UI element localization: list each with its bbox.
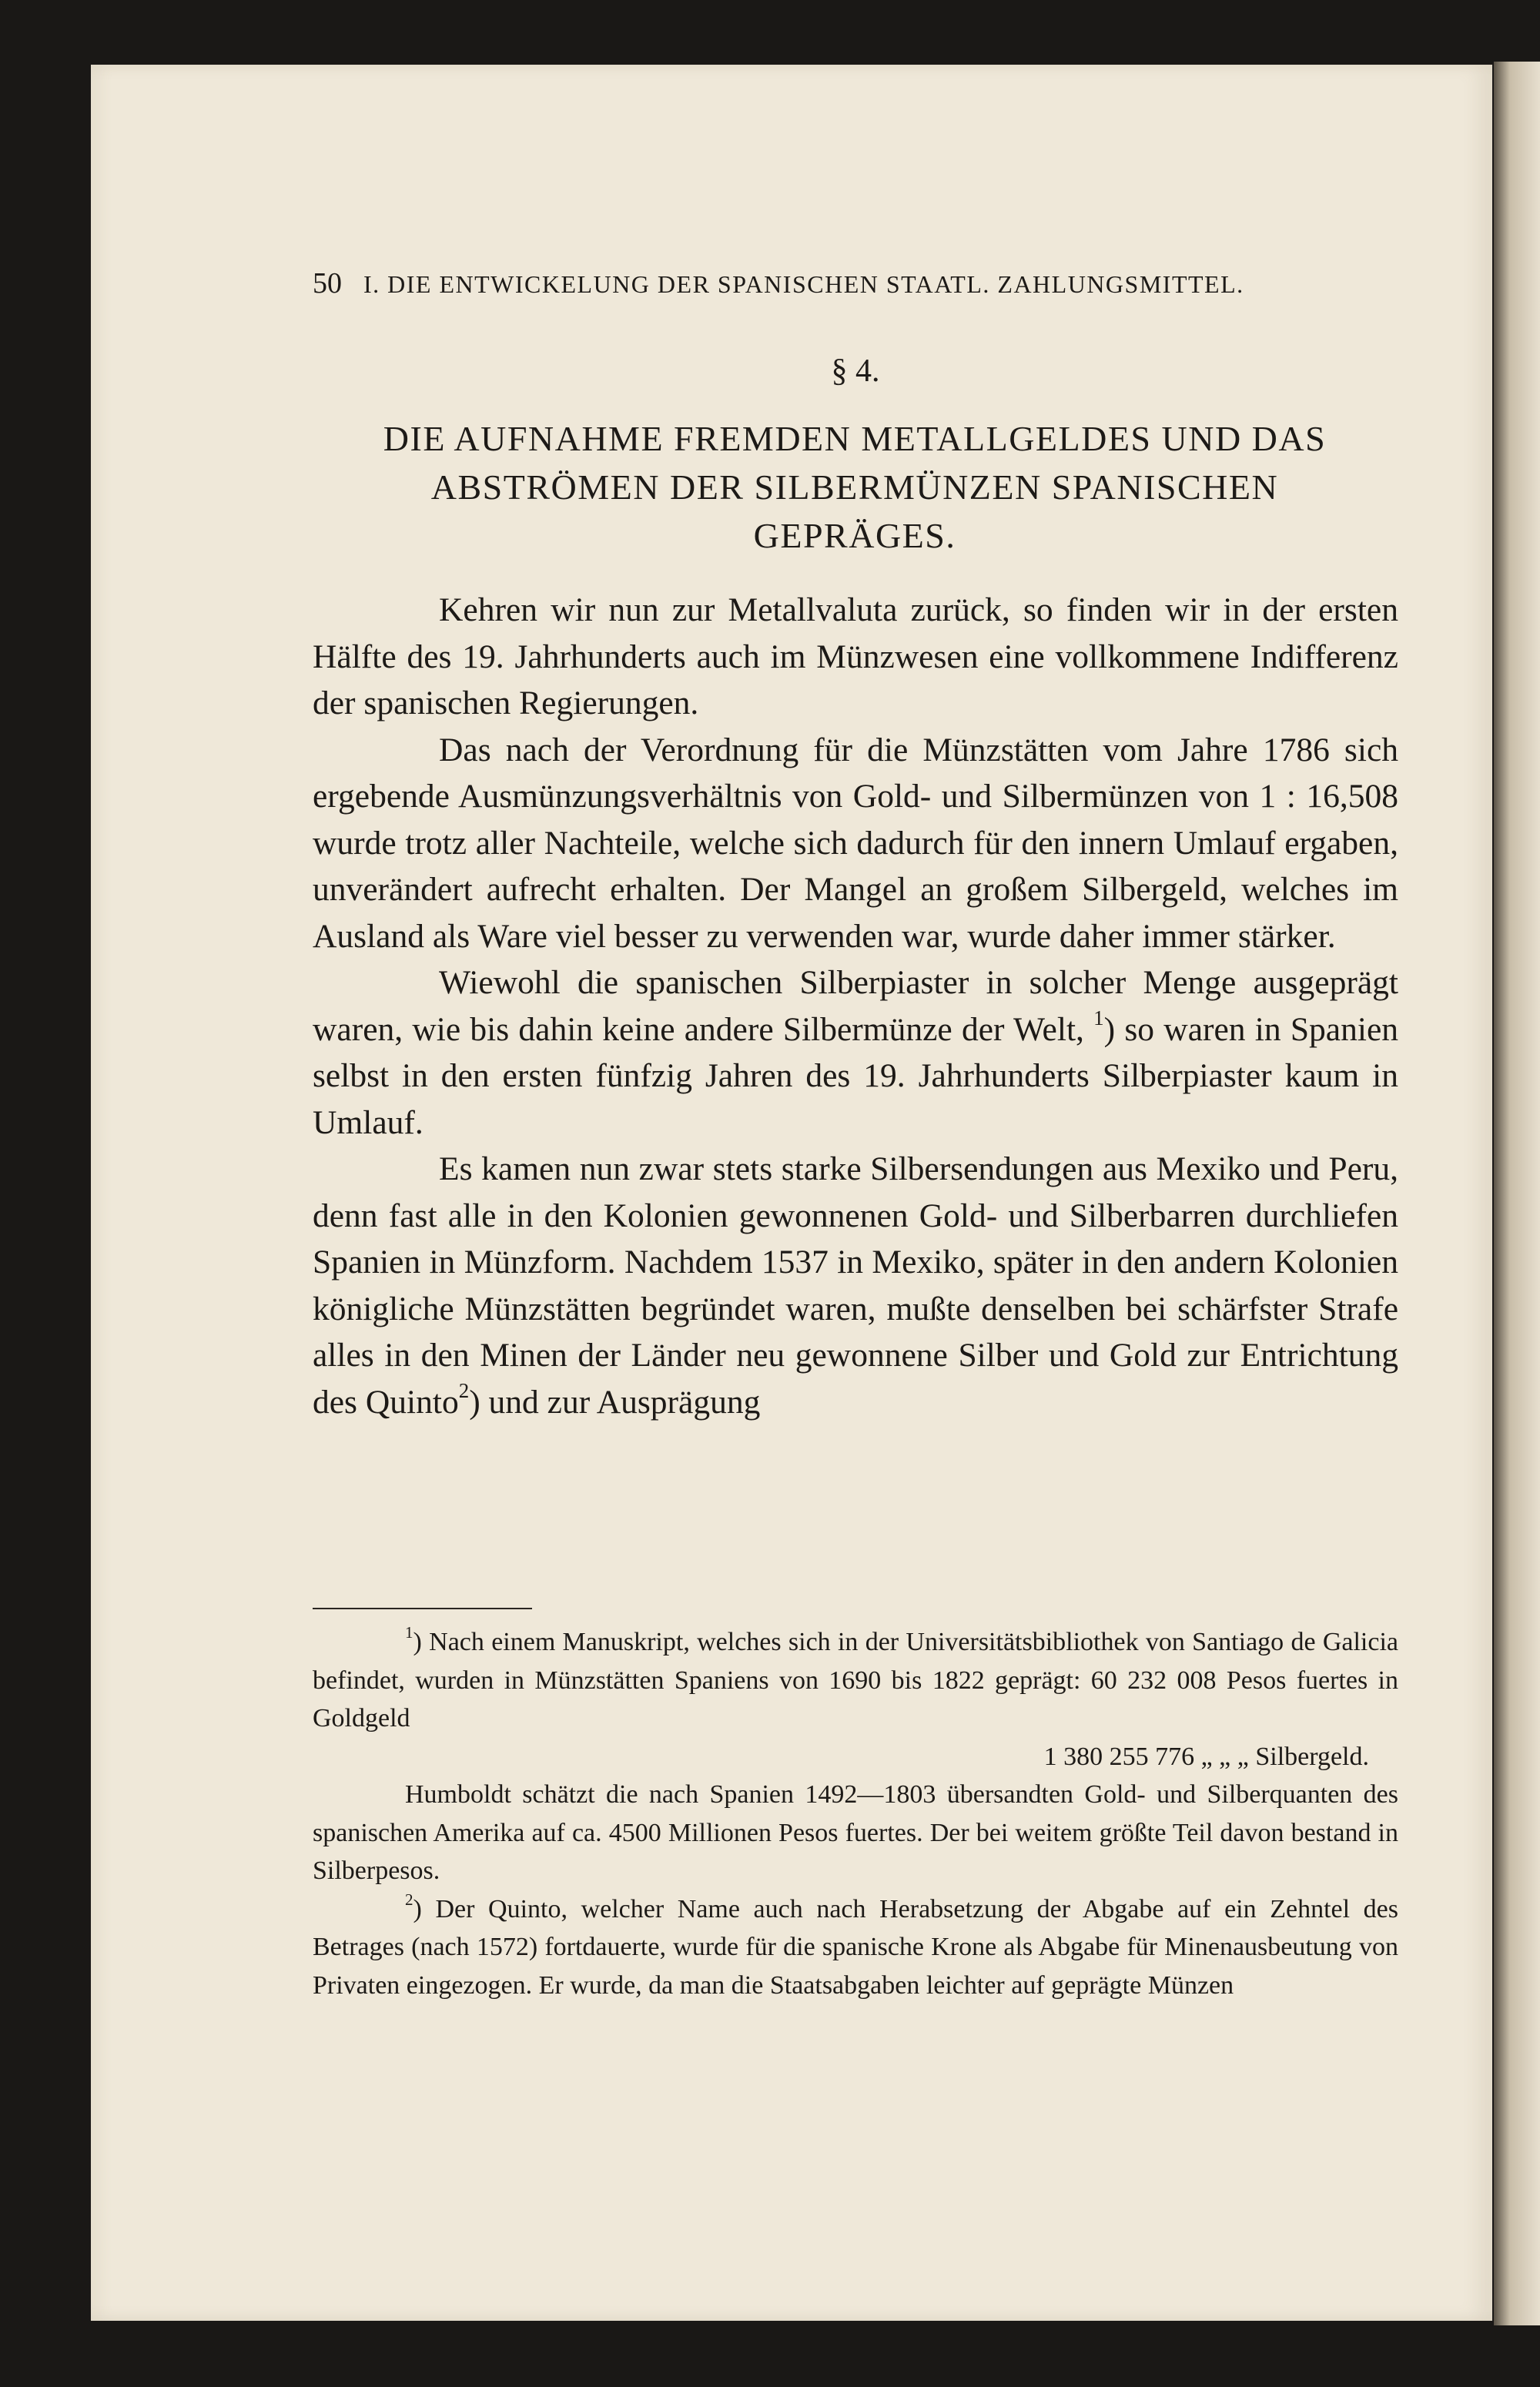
footnote-1-marker: 1	[405, 1623, 413, 1642]
footnote-ref-1[interactable]: 1	[1093, 1006, 1104, 1029]
section-title-line-1: DIE AUFNAHME FREMDEN METALLGELDES UND DAS	[383, 419, 1327, 458]
paragraph-3	[313, 959, 1398, 1146]
paragraph-4	[313, 1146, 1398, 1425]
running-head	[313, 266, 1398, 310]
paragraph-3-text-a: Wiewohl die spanischen Silberpiaster in solcher Menge ausgeprägt waren, wie bis dahin keine andere Silbermünze der Welt,	[313, 964, 1398, 1048]
footnote-ref-2[interactable]: 2	[458, 1378, 470, 1402]
paragraph-2: Das nach der Verordnung für die Münzstätten vom Jahre 1786 sich ergebende Ausmünzungsverhältnis von Gold- und Silbermünzen von 1 : 16,508 wurde trotz aller Nachteile, welche sich dadurch für den innern Umlauf ergaben, unverändert aufrecht erhalten. Der Mangel an großem Silbergeld, welches im Ausland als Ware viel besser zu verwenden war, wurde daher immer stärker.	[313, 731, 1398, 955]
section-title	[308, 414, 1401, 560]
footnotes	[313, 1623, 1398, 2004]
paragraph-1: Kehren wir nun zur Metallvaluta zurück, so finden wir in der ersten Hälfte des 19. Jahrhunderts auch im Münzwesen eine vollkommene Indifferenz der spanischen Regierungen.	[313, 591, 1398, 721]
footnote-1-text: ) Nach einem Manuskript, welches sich in der Universitätsbibliothek von Santiago de Galicia befindet, wurden in Münzstätten Spaniens von 1690 bis 1822 geprägt: 60 232 008 Pesos fuertes in Goldgeld	[313, 1628, 1398, 1732]
footnote-2-marker: 2	[405, 1890, 413, 1909]
paragraph-4-text-a: Es kamen nun zwar stets starke Silbersendungen aus Mexiko und Peru, denn fast alle in den Kolonien gewonnenen Gold- und Silberbarren durchliefen Spanien in Münzform. Nachdem 1537 in Mexiko, später in den andern Kolonien königliche Münzstätten begründet waren, mußte denselben bei schärfster Strafe alles in den Minen der Länder neu gewonnene Silber und Gold zur Entrichtung des Quinto	[313, 1150, 1398, 1421]
footnote-divider	[313, 1608, 532, 1609]
adjacent-page-edge	[1494, 62, 1540, 2325]
section-title-line-2: ABSTRÖMEN DER SILBERMÜNZEN SPANISCHEN	[430, 467, 1279, 507]
footnote-1	[313, 1623, 1398, 1738]
paragraph-3-text-b: ) so waren in Spanien selbst in den ersten fünfzig Jahren des 19. Jahrhunderts Silberpiaster kaum in Umlauf.	[313, 1010, 1398, 1141]
section-mark: § 4.	[831, 353, 880, 389]
section-title-line-3: GEPRÄGES.	[753, 516, 956, 555]
footnote-1-continuation: Humboldt schätzt die nach Spanien 1492—1803 übersandten Gold- und Silberquanten des spanischen Amerika auf ca. 4500 Millionen Pesos fuertes. Der bei weitem größte Teil davon bestand in Silberpesos.	[313, 1780, 1398, 1885]
body-text	[313, 587, 1398, 1425]
page-number: 50	[313, 267, 342, 300]
footnote-2-text: ) Der Quinto, welcher Name auch nach Herabsetzung der Abgabe auf ein Zehntel des Betrages (nach 1572) fortdauerte, wurde für die spanische Krone als Abgabe für Minenausbeutung von Privaten eingezogen. Er wurde, da man die Staatsabgaben leichter auf geprägte Münzen	[313, 1894, 1398, 2000]
paragraph-4-text-b: ) und zur Ausprägung	[469, 1383, 761, 1421]
footnote-2	[313, 1890, 1398, 2005]
footnote-1-silver-line: 1 380 255 776 „ „ „ Silbergeld.	[1043, 1742, 1369, 1771]
running-head-title: I. DIE ENTWICKELUNG DER SPANISCHEN STAATL. ZAHLUNGSMITTEL.	[363, 270, 1244, 298]
